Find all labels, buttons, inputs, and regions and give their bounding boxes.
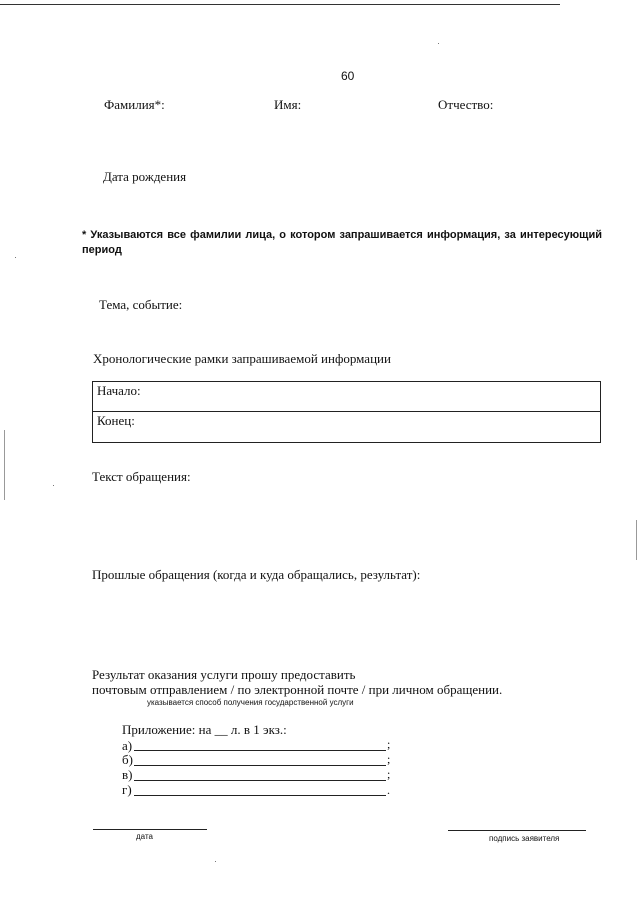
attachment-item-d: г) xyxy=(122,782,132,797)
chronology-table xyxy=(92,381,601,443)
attachment-end-d: . xyxy=(387,783,390,797)
result-line-1: Результат оказания услуги прошу предоставить xyxy=(92,667,356,682)
surname-footnote: * Указываются все фамилии лица, о котором запрашивается информация, за интересующий период xyxy=(82,229,602,256)
chronology-end-row xyxy=(93,412,600,441)
attachment-end-a: ; xyxy=(387,737,391,751)
past-requests-label: Прошлые обращения (когда и куда обращались, результат): xyxy=(92,567,421,582)
date-caption: дата xyxy=(136,832,153,841)
request-text-label: Текст обращения: xyxy=(92,469,191,484)
topic-label: Тема, событие: xyxy=(99,297,183,312)
patronymic-label: Отчество: xyxy=(438,97,494,112)
date-signature-line xyxy=(93,829,207,830)
scan-margin-mark xyxy=(4,430,5,500)
attachment-line-c xyxy=(134,780,386,781)
attachment-line-a xyxy=(134,750,386,751)
result-line-2: почтовым отправлением / по электронной почте / при личном обращении. xyxy=(92,682,503,697)
page-number: 60 xyxy=(341,69,355,83)
scan-speck xyxy=(438,43,439,44)
name-label: Имя: xyxy=(274,97,302,112)
chronology-start-label: Начало: xyxy=(97,383,141,398)
attachment-line-d xyxy=(134,795,386,796)
applicant-signature-line xyxy=(448,830,586,831)
scan-speck xyxy=(15,257,16,258)
attachment-end-c: ; xyxy=(387,767,391,781)
applicant-signature-caption: подпись заявителя xyxy=(489,834,560,843)
scan-margin-mark xyxy=(636,520,637,560)
chronology-end-label: Конец: xyxy=(97,413,135,428)
attachment-item-a: а) xyxy=(122,738,133,753)
top-border-line xyxy=(0,4,560,5)
chronology-start-row xyxy=(93,382,600,412)
attachment-item-b: б) xyxy=(122,752,133,767)
scan-speck xyxy=(215,861,216,862)
chronology-title: Хронологические рамки запрашиваемой информации xyxy=(93,351,391,366)
attachment-line-b xyxy=(134,765,386,766)
attachment-end-b: ; xyxy=(387,752,391,766)
surname-label: Фамилия*: xyxy=(104,97,165,112)
attachment-title: Приложение: на __ л. в 1 экз.: xyxy=(122,722,287,737)
scan-speck xyxy=(53,485,54,486)
result-hint: указывается способ получения государственной услуги xyxy=(147,698,354,707)
attachment-item-c: в) xyxy=(122,767,133,782)
birth-date-label: Дата рождения xyxy=(103,169,187,184)
